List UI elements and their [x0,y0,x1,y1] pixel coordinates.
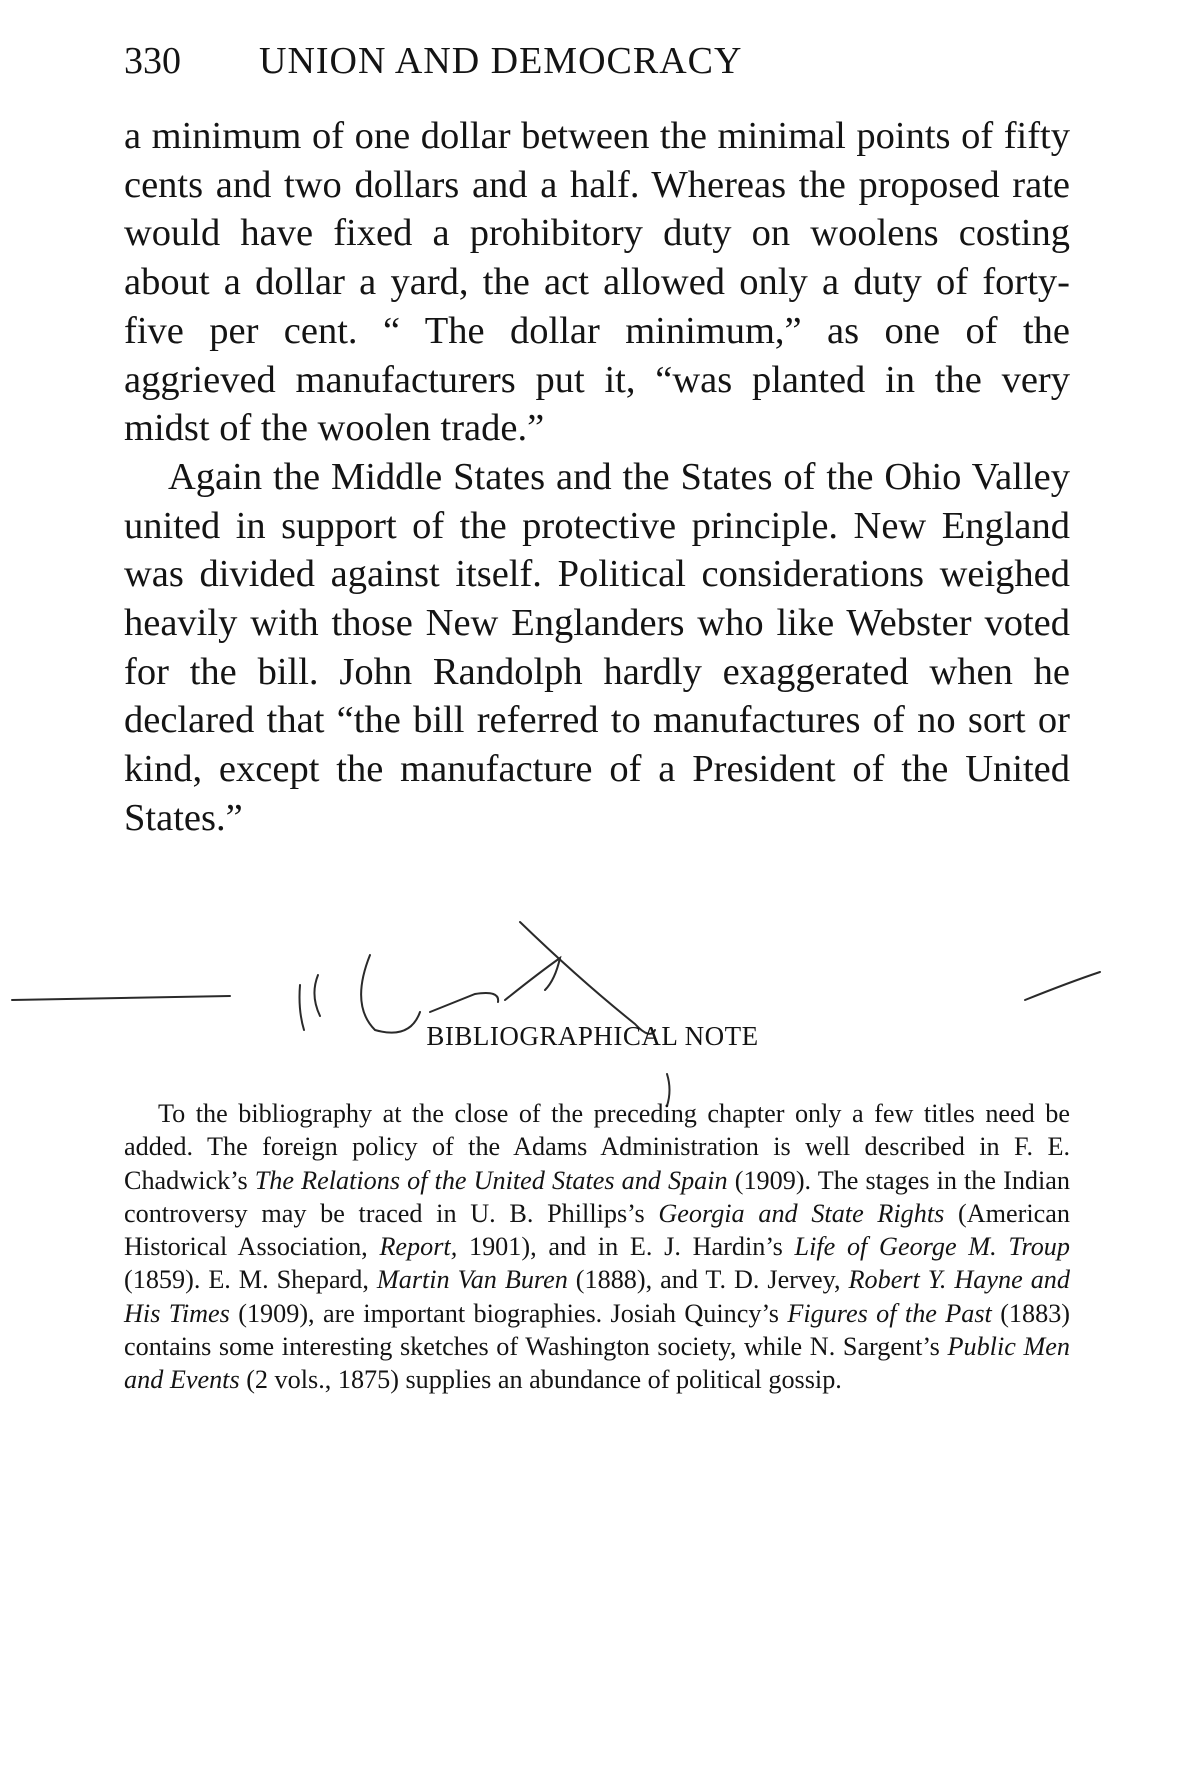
section-heading: BIBLIOGRAPHICAL NOTE [426,1021,759,1051]
book-title: Figures of the Past [787,1298,992,1328]
note-segment: (2 vols., 1875) supplies an abundance of political gossip. [239,1365,842,1395]
book-title: Public Men and Events [124,1332,1070,1395]
body-paragraph: a minimum of one dollar between the minimal points of fifty cents and two dollars and a half. Whereas the proposed rate would have fixed a prohibitory duty on woolens costing about a dollar a yard, the act allowed only a duty of forty-five per cent. “ The dollar minimum,” as one of the aggrieved manufacturers put it, “was planted in the very midst of the woolen trade.” [124,115,1070,450]
pencil-rule-left [12,996,230,1000]
note-segment: (1883) contains some interesting sketches of Washington society, while N. Sargent’s [124,1298,1071,1362]
page-header [124,36,944,86]
book-title: Georgia and State Rights [658,1198,945,1228]
pencil-rule-right [1025,972,1100,1000]
note-segment: 1901), and in E. J. Hardin’s [457,1232,795,1262]
book-title: Life of George M. Troup [794,1232,1070,1262]
note-segment: (1859). E. M. Shepard, [124,1265,377,1295]
body-paragraph: Again the Middle States and the States of the Ohio Valley united in support of the protective principle. New England was divided against itself. Political considerations weighed heavily with those New Englanders who like Webster voted for the bill. John Randolph hardly exaggerated when he declared that “the bill referred to manufactures of no sort or kind, except the manufacture of a President of the United States.” [124,455,1070,839]
note-segment: (1909). The stages in the Indian controversy may be traced in U. B. Phillips’s [124,1165,1070,1228]
note-segment: To the bibliography at the close of the preceding chapter only a few titles need be added. The foreign policy of the Adams Administration is well described in F. E. Chadwick’s [124,1099,1070,1195]
book-title: Robert Y. Hayne and His Times [124,1265,1070,1328]
book-title: Report, [379,1232,458,1262]
book-title: Martin Van Buren [376,1265,568,1295]
bibliographical-note [124,1097,1070,1397]
page-number: 330 [124,40,181,82]
note-segment: (American Historical Association, [124,1198,1070,1262]
body-text [124,112,1070,843]
running-head: UNION AND DEMOCRACY [259,40,743,82]
note-segment: (1888), and T. D. Jervey, [567,1265,849,1295]
note-paragraph [124,1097,1070,1397]
book-title: The Relations of the United States and Spain [254,1165,728,1195]
note-segment: (1909), are important biographies. Josiah Quincy’s [229,1298,788,1328]
